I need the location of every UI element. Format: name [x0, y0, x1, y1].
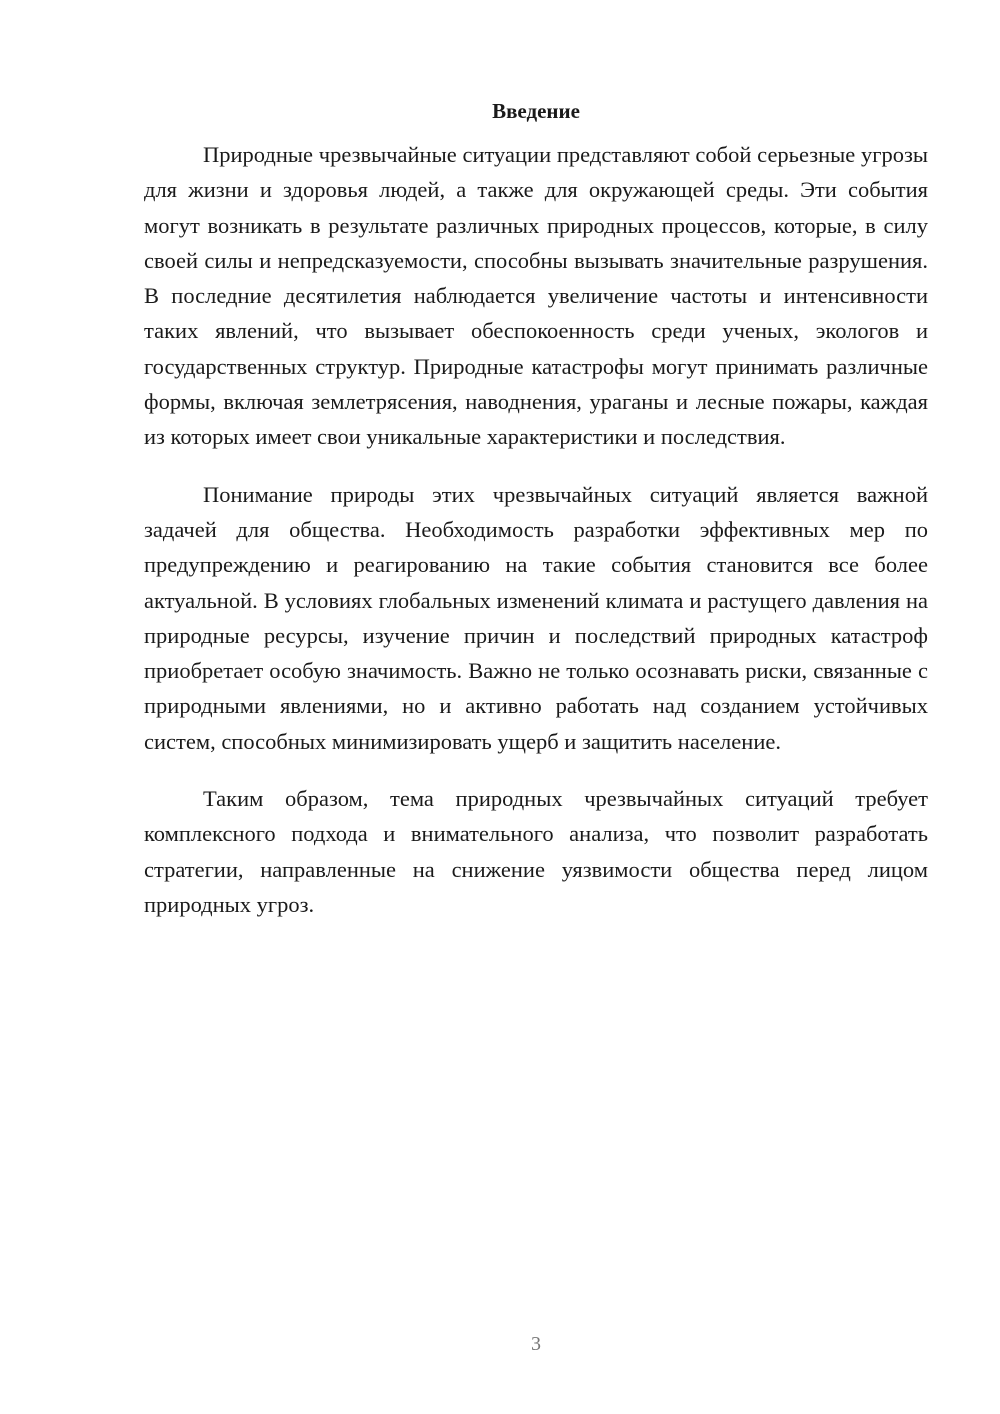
page-number: 3: [531, 1333, 541, 1355]
paragraph-3: Таким образом, тема природных чрезвычайных ситуаций требует комплексного подхода и внимательного анализа, что позволит разработать стратегии, направленные на снижение уязвимости общества перед лицом природных угроз.: [144, 786, 928, 917]
paragraph-2: Понимание природы этих чрезвычайных ситуаций является важной задачей для общества. Необходимость разработки эффективных мер по предупреждению и реагированию на такие события становится все более актуальной. В условиях глобальных изменений климата и растущего давления на природные ресурсы, изучение причин и последствий природных катастроф приобретает особую значимость. Важно не только осознавать риски, связанные с природными явлениями, но и активно работать над созданием устойчивых систем, способных минимизировать ущерб и защитить население.: [144, 481, 928, 754]
document-page: [144, 96, 928, 922]
paragraph-1: Природные чрезвычайные ситуации представляют собой серьезные угрозы для жизни и здоровья людей, а также для окружающей среды. Эти события могут возникать в результате различных природных процессов, которые, в силу своей силы и непредсказуемости, способны вызывать значительные разрушения. В последние десятилетия наблюдается увеличение частоты и интенсивности таких явлений, что вызывает обеспокоенность среди ученых, экологов и государственных структур. Природные катастрофы могут принимать различные формы, включая землетрясения, наводнения, ураганы и лесные пожары, каждая из которых имеет свои уникальные характеристики и последствия.: [144, 142, 928, 450]
section-heading: Введение: [492, 99, 580, 123]
